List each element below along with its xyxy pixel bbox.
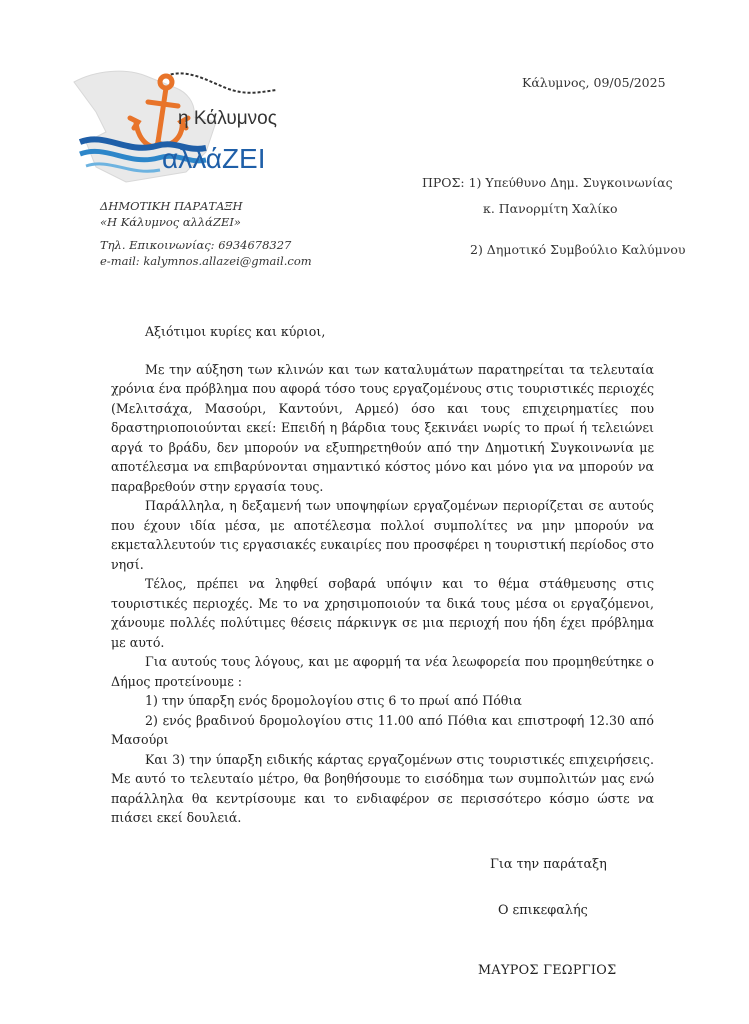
paragraph: Με την αύξηση των κλινών και των καταλυμάτων παρατηρείται τα τελευταία χρόνια ένα πρόβλημα που αφορά τόσο τους εργαζομένους στις τουριστικές περιοχές (Μελιτσάχα, Μασούρι, Καντούνι, Αρμεό) όσο και τους επιχειρηματίες που δραστηριοποιούνται εκεί: Επειδή η βάρδια τους ξεκινάει νωρίς το πρωί ή τελειώνει αργά το βράδυ, δεν μπορούν να εξυπηρετηθούν από την Δημοτική Συγκοινωνία με αποτέλεσμα να επιβαρύνονται σημαντικό κόστος μόνο και μόνο για να μπορούν να παραβρεθούν στην εργασία τους. [111,361,654,494]
svg-text:αλλάΖΕΙ: αλλάΖΕΙ [162,143,266,174]
paragraph: Για αυτούς τους λόγους, και με αφορμή τα νέα λεωφορεία που προμηθεύτηκε ο Δήμος προτείνουμε : [111,654,654,689]
anchor-wave-logo-icon [66,62,286,192]
svg-text:η Κάλυμνος: η Κάλυμνος [178,108,277,129]
org-subtitle: «Η Κάλυμνος αλλάΖΕΙ» [100,215,241,229]
org-phone: Τηλ. Επικοινωνίας: 6934678327 [100,238,292,252]
proposal-item: 2) ενός βραδινού δρομολογίου στις 11.00 από Πόθια και επιστροφή 12.30 από Μασούρι [111,712,654,747]
signature-role: Ο επικεφαλής [498,903,588,918]
greeting: Αξιότιμοι κυρίες και κύριοι, [145,324,326,339]
party-logo [66,62,286,192]
signature-name: ΜΑΥΡΟΣ ΓΕΩΡΓΙΟΣ [478,963,617,978]
signature-closing: Για την παράταξη [490,857,607,872]
org-email: e-mail: kalymnos.allazei@gmail.com [100,254,312,268]
recipient-line-2: κ. Πανορμίτη Χαλίκο [483,201,618,216]
proposal-item: Και 3) την ύπαρξη ειδικής κάρτας εργαζομένων στις τουριστικές επιχειρήσεις. Με αυτό το τελευταίο μέτρο, θα βοηθήσουμε το εισόδημα των συμπολιτών μας ενώ παράλληλα θα κεντρίσουμε και το ενδιαφέρον σε περισσότερο κόσμο ώστε να πιάσει εκεί δουλειά. [111,751,654,825]
org-name: ΔΗΜΟΤΙΚΗ ΠΑΡΑΤΑΞΗ [100,199,243,213]
letter-date: Κάλυμνος, 09/05/2025 [522,75,666,90]
recipient-line-3: 2) Δημοτικό Συμβούλιο Καλύμνου [470,242,686,257]
proposal-item: 1) την ύπαρξη ενός δρομολογίου στις 6 το πρωί από Πόθια [145,693,522,708]
paragraph: Παράλληλα, η δεξαμενή των υποψηφίων εργαζομένων περιορίζεται σε αυτούς που έχουν ιδία μέσα, με αποτέλεσμα πολλοί συμπολίτες να μην μπορούν να εκμεταλλευτούν τις εργασιακές ευκαιρίες που προσφέρει η τουριστική περίοδος στο νησί. [111,498,654,572]
paragraph: Τέλος, πρέπει να ληφθεί σοβαρά υπόψιν και το θέμα στάθμευσης στις τουριστικές περιοχές. Με το να χρησιμοποιούν τα δικά τους μέσα οι εργαζόμενοι, χάνουμε πολλές πολύτιμες θέσεις πάρκινγκ σε μια περιοχή που ήδη έχει πρόβλημα με αυτό. [111,576,654,650]
organization-info [100,198,312,269]
recipient-line-1: ΠΡΟΣ: 1) Υπεύθυνο Δημ. Συγκοινωνίας [422,175,673,190]
letter-body [111,322,654,828]
